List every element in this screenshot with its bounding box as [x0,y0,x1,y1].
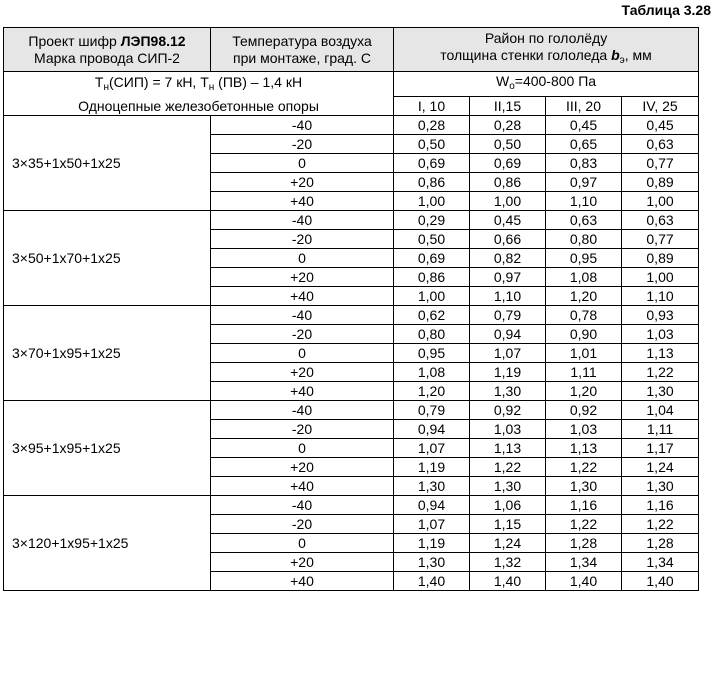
value-cell: 0,86 [394,173,470,192]
value-cell: 1,04 [622,401,699,420]
value-cell: 1,40 [546,572,622,591]
value-cell: 1,01 [546,344,622,363]
value-cell: 0,92 [546,401,622,420]
value-cell: 1,19 [470,363,546,382]
value-cell: 1,22 [470,458,546,477]
temperature-cell: +20 [211,553,394,572]
table-row [4,496,699,515]
value-cell: 1,28 [622,534,699,553]
value-cell: 1,34 [622,553,699,572]
value-cell: 0,89 [622,249,699,268]
value-cell: 1,13 [622,344,699,363]
project-code: ЛЭП98.12 [120,32,186,49]
value-cell: 0,79 [394,401,470,420]
temperature-cell: 0 [211,154,394,173]
temperature-cell: +40 [211,572,394,591]
value-cell: 1,30 [622,477,699,496]
wire-spec-cell: 3×120+1х95+1х25 [4,496,211,591]
value-cell: 1,19 [394,458,470,477]
value-cell: 0,50 [470,135,546,154]
value-cell: 0,86 [470,173,546,192]
support-type: Одноцепные железобетонные опоры [78,97,319,114]
subheader-row-1 [4,72,699,97]
value-cell: 1,40 [470,572,546,591]
value-cell: 1,22 [622,363,699,382]
ice-thickness-symbol: b [611,47,620,63]
value-cell: 1,00 [622,192,699,211]
value-cell: 1,30 [394,477,470,496]
temperature-cell: -40 [211,306,394,325]
temperature-cell: +40 [211,192,394,211]
value-cell: 0,79 [470,306,546,325]
wire-spec-cell: 3×50+1х70+1х25 [4,211,211,306]
value-cell: 0,95 [546,249,622,268]
value-cell: 1,03 [622,325,699,344]
value-cell: 1,11 [546,363,622,382]
temperature-line-1: Температура воздуха [232,32,372,49]
value-cell: 1,20 [546,382,622,401]
value-cell: 1,30 [470,477,546,496]
value-cell: 1,13 [546,439,622,458]
value-cell: 0,50 [394,230,470,249]
table-body [4,116,699,591]
temperature-line-2: при монтаже, град. С [233,49,371,66]
value-cell: 1,07 [470,344,546,363]
value-cell: 1,22 [546,515,622,534]
region-line-1: Район по гололёду [484,30,608,46]
value-cell: 0,29 [394,211,470,230]
value-cell: 1,40 [622,572,699,591]
value-cell: 0,82 [470,249,546,268]
temperature-cell: +20 [211,458,394,477]
temperature-cell: -20 [211,420,394,439]
region-line-2: толщина стенки гололеда $b_э$, мм [440,47,652,66]
value-cell: 0,45 [470,211,546,230]
value-cell: 0,97 [546,173,622,192]
region-label: III, 20 [546,97,622,116]
project-line-2: Марка провода СИП-2 [34,49,180,66]
value-cell: 0,86 [394,268,470,287]
value-cell: 0,45 [546,116,622,135]
table-caption: Таблица 3.28 [621,2,711,18]
value-cell: 1,22 [546,458,622,477]
value-cell: 1,03 [546,420,622,439]
value-cell: 0,95 [394,344,470,363]
ice-region-header-cell [394,28,699,72]
value-cell: 1,24 [622,458,699,477]
value-cell: 0,80 [546,230,622,249]
value-cell: 0,28 [394,116,470,135]
value-cell: 0,78 [546,306,622,325]
value-cell: 0,66 [470,230,546,249]
temperature-cell: +20 [211,363,394,382]
value-cell: 0,45 [622,116,699,135]
ice-load-table [3,27,699,591]
tension-line: $Т_н(СИП) = 7$ кН, $Т_н$ (ПВ) – 1,4 кН [94,73,303,93]
table-row [4,306,699,325]
value-cell: 1,20 [394,382,470,401]
value-cell: 1,28 [546,534,622,553]
value-cell: 1,34 [546,553,622,572]
value-cell: 1,16 [622,496,699,515]
temperature-cell: 0 [211,534,394,553]
value-cell: 0,97 [470,268,546,287]
temperature-cell: +40 [211,287,394,306]
temperature-cell: -40 [211,211,394,230]
value-cell: 0,92 [470,401,546,420]
value-cell: 0,94 [394,420,470,439]
wire-spec-cell: 3×70+1х95+1х25 [4,306,211,401]
value-cell: 1,11 [622,420,699,439]
temperature-cell: -40 [211,496,394,515]
temperature-cell: -20 [211,325,394,344]
temperature-cell: 0 [211,344,394,363]
value-cell: 0,50 [394,135,470,154]
temperature-cell: +40 [211,382,394,401]
value-cell: 1,17 [622,439,699,458]
table-row [4,116,699,135]
value-cell: 1,22 [622,515,699,534]
value-cell: 1,40 [394,572,470,591]
value-cell: 1,30 [622,382,699,401]
temperature-cell: -20 [211,515,394,534]
temperature-cell: +20 [211,173,394,192]
value-cell: 0,63 [622,211,699,230]
value-cell: 1,10 [622,287,699,306]
value-cell: 0,69 [470,154,546,173]
value-cell: 1,20 [546,287,622,306]
value-cell: 1,06 [470,496,546,515]
value-cell: 1,15 [470,515,546,534]
temperature-cell: +20 [211,268,394,287]
region-label: I, 10 [394,97,470,116]
value-cell: 0,62 [394,306,470,325]
value-cell: 1,30 [470,382,546,401]
value-cell: 0,69 [394,154,470,173]
value-cell: 1,24 [470,534,546,553]
value-cell: 0,77 [622,154,699,173]
value-cell: 1,00 [622,268,699,287]
value-cell: 0,80 [394,325,470,344]
temperature-cell: -20 [211,230,394,249]
project-header-cell [4,28,211,72]
value-cell: 0,63 [546,211,622,230]
temperature-cell: 0 [211,439,394,458]
value-cell: 0,77 [622,230,699,249]
tension-support-cell [4,72,394,116]
value-cell: 0,93 [622,306,699,325]
header-row [4,28,699,72]
value-cell: 0,69 [394,249,470,268]
value-cell: 1,30 [394,553,470,572]
value-cell: 1,13 [470,439,546,458]
value-cell: 1,19 [394,534,470,553]
value-cell: 0,90 [546,325,622,344]
table-row [4,401,699,420]
temperature-cell: -20 [211,135,394,154]
temperature-cell: +40 [211,477,394,496]
value-cell: 1,10 [546,192,622,211]
value-cell: 1,03 [470,420,546,439]
wire-spec-cell: 3×35+1х50+1х25 [4,116,211,211]
wire-spec-cell: 3×95+1х95+1х25 [4,401,211,496]
value-cell: 0,94 [394,496,470,515]
project-line-1: Проект шифр ЛЭП98.12 [28,32,186,49]
value-cell: 1,30 [546,477,622,496]
region-label: IV, 25 [622,97,699,116]
value-cell: 1,00 [394,287,470,306]
value-cell: 0,83 [546,154,622,173]
value-cell: 1,08 [546,268,622,287]
value-cell: 1,08 [394,363,470,382]
table-row [4,211,699,230]
value-cell: 1,00 [394,192,470,211]
temperature-cell: -40 [211,401,394,420]
value-cell: 1,07 [394,515,470,534]
value-cell: 0,65 [546,135,622,154]
value-cell: 1,32 [470,553,546,572]
temperature-cell: -40 [211,116,394,135]
temperature-header-cell [211,28,394,72]
value-cell: 0,28 [470,116,546,135]
region-label: II,15 [470,97,546,116]
value-cell: 1,16 [546,496,622,515]
value-cell: 0,63 [622,135,699,154]
wind-pressure-cell: $W_o=400-800$ Па [394,72,699,97]
value-cell: 1,10 [470,287,546,306]
value-cell: 1,00 [470,192,546,211]
value-cell: 0,89 [622,173,699,192]
temperature-cell: 0 [211,249,394,268]
value-cell: 0,94 [470,325,546,344]
value-cell: 1,07 [394,439,470,458]
